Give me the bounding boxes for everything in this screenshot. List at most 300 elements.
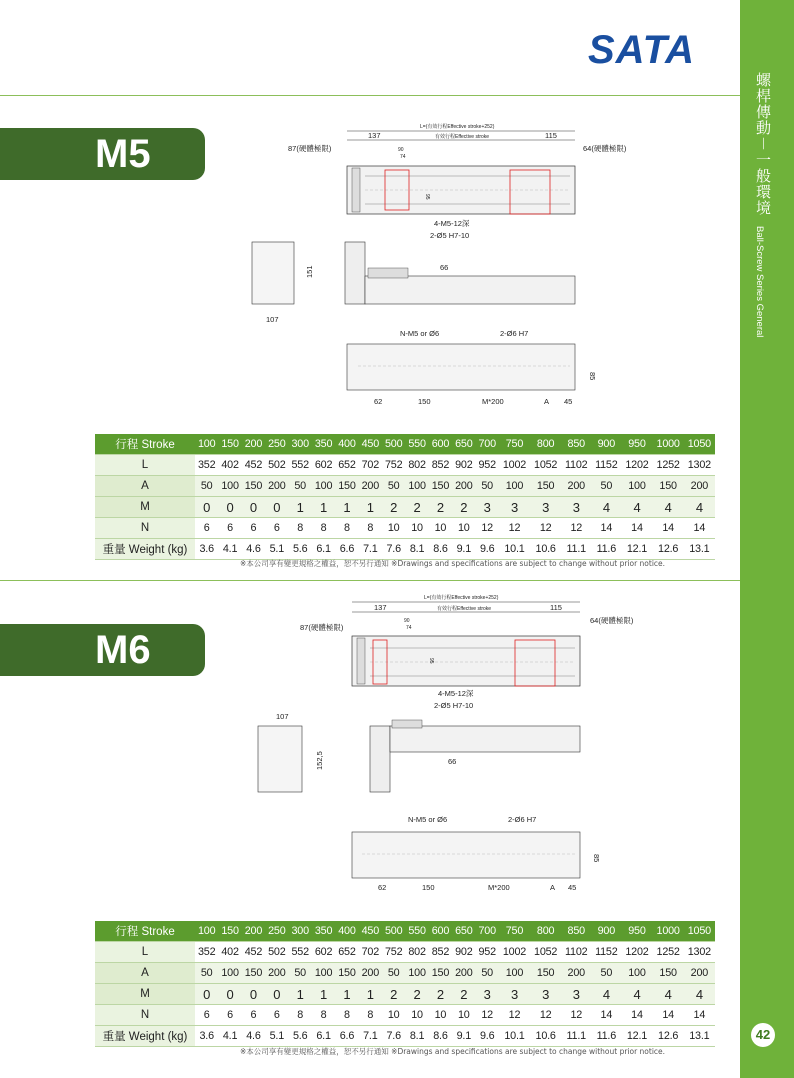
table-cell: 9.6 — [476, 1026, 499, 1047]
m6-n-holes: N-M5 or Ø6 — [408, 815, 448, 824]
table-cell: 802 — [405, 942, 428, 963]
m6-dim-152: 152,5 — [315, 751, 324, 770]
table-cell: 0 — [242, 984, 265, 1005]
table-cell: 3 — [561, 984, 591, 1005]
m5-limit-right: 64(硬體極限) — [583, 144, 627, 153]
table-cell: 5.1 — [265, 539, 288, 560]
row-label: N — [95, 1005, 195, 1026]
table-cell: 14 — [591, 518, 621, 539]
table-cell: 4 — [591, 984, 621, 1005]
table-cell: 200 — [684, 476, 715, 497]
table-cell: 6 — [242, 518, 265, 539]
table-cell: 700 — [476, 434, 499, 455]
table-cell: 1 — [359, 984, 382, 1005]
table-cell: 200 — [561, 476, 591, 497]
table-cell: 1 — [312, 497, 335, 518]
table-cell: 0 — [265, 984, 288, 1005]
row-label: L — [95, 942, 195, 963]
table-cell: 3 — [530, 984, 561, 1005]
table-cell: 3 — [561, 497, 591, 518]
table-cell: 602 — [312, 942, 335, 963]
table-cell: 552 — [289, 455, 312, 476]
sidebar-title-zh: 螺桿傳動－一般環境 — [754, 72, 772, 217]
table-row — [95, 497, 715, 518]
table-cell: 1252 — [653, 942, 684, 963]
m5-tap-note: 4-M5-12深 — [434, 219, 470, 228]
table-cell: 900 — [591, 434, 621, 455]
table-cell: 4 — [684, 497, 715, 518]
table-cell: 752 — [382, 942, 405, 963]
m5-limit-left: 87(硬體極限) — [288, 144, 332, 153]
m5-dim-151: 151 — [305, 265, 314, 278]
table-cell: 3 — [499, 497, 530, 518]
table-cell: 5.1 — [265, 1026, 288, 1047]
table-cell: 850 — [561, 921, 591, 942]
table-cell: 10.6 — [530, 1026, 561, 1047]
model-badge-m6: M6 — [0, 624, 205, 676]
table-cell: 12.6 — [653, 539, 684, 560]
table-cell: 100 — [218, 476, 241, 497]
table-cell: 150 — [429, 963, 452, 984]
table-cell: 0 — [242, 497, 265, 518]
table-cell: 502 — [265, 942, 288, 963]
table-cell: 1000 — [653, 921, 684, 942]
table-cell: 0 — [218, 497, 241, 518]
table-cell: 650 — [452, 921, 475, 942]
table-cell: 4 — [591, 497, 621, 518]
table-cell: 14 — [653, 518, 684, 539]
table-cell: 8.1 — [405, 1026, 428, 1047]
table-cell: 11.6 — [591, 1026, 621, 1047]
m6-dim-115: 115 — [550, 603, 562, 612]
table-cell: 0 — [195, 497, 218, 518]
table-cell: 8 — [359, 518, 382, 539]
table-cell: 0 — [218, 984, 241, 1005]
table-row — [95, 434, 715, 455]
table-row — [95, 1026, 715, 1047]
table-cell: 902 — [452, 942, 475, 963]
m5-n-holes: N-M5 or Ø6 — [400, 329, 440, 338]
table-cell: 12.6 — [653, 1026, 684, 1047]
table-row — [95, 476, 715, 497]
m6-tap-note: 4-M5-12深 — [438, 689, 474, 698]
table-cell: 3 — [530, 497, 561, 518]
table-cell: 552 — [289, 942, 312, 963]
table-cell: 400 — [335, 434, 358, 455]
table-cell: 13.1 — [684, 539, 715, 560]
table-cell: 200 — [359, 476, 382, 497]
row-label: 重量 Weight (kg) — [95, 1026, 195, 1047]
table-cell: 1000 — [653, 434, 684, 455]
table-row — [95, 539, 715, 560]
m5-dim-95: 95 — [424, 194, 430, 200]
table-row — [95, 942, 715, 963]
table-cell: 7.1 — [359, 1026, 382, 1047]
table-cell: 402 — [218, 942, 241, 963]
table-cell: 6 — [265, 1005, 288, 1026]
model-badge-m5: M5 — [0, 128, 205, 180]
table-cell: 1302 — [684, 942, 715, 963]
table-cell: 12 — [530, 518, 561, 539]
table-cell: 550 — [405, 434, 428, 455]
table-cell: 50 — [195, 963, 218, 984]
table-cell: 9.1 — [452, 1026, 475, 1047]
table-cell: 6.6 — [335, 1026, 358, 1047]
table-cell: 1050 — [684, 921, 715, 942]
table-cell: 1002 — [499, 942, 530, 963]
table-cell: 952 — [476, 942, 499, 963]
table-row — [95, 984, 715, 1005]
table-cell: 500 — [382, 434, 405, 455]
m6-limit-right: 64(硬體極限) — [590, 616, 634, 625]
table-cell: 1 — [335, 984, 358, 1005]
table-cell: 4.6 — [242, 1026, 265, 1047]
m5-dim-90: 90 — [398, 147, 404, 153]
table-cell: 1052 — [530, 455, 561, 476]
table-cell: 200 — [265, 476, 288, 497]
table-cell: 2 — [382, 497, 405, 518]
table-cell: 950 — [621, 434, 652, 455]
section-divider — [0, 580, 740, 581]
table-cell: 852 — [429, 942, 452, 963]
m5-dim-137: 137 — [368, 131, 381, 140]
table-cell: 1302 — [684, 455, 715, 476]
m5-effective-stroke: 有效行程Effective stroke — [435, 134, 490, 140]
m6-drawing — [240, 592, 634, 902]
table-cell: 100 — [312, 963, 335, 984]
table-cell: 100 — [621, 476, 652, 497]
table-cell: 14 — [621, 1005, 652, 1026]
table-cell: 9.1 — [452, 539, 475, 560]
table-cell: 850 — [561, 434, 591, 455]
m6-pin-holes: 2-Ø6 H7 — [508, 815, 537, 824]
table-cell: 750 — [499, 921, 530, 942]
table-cell: 150 — [653, 963, 684, 984]
table-cell: 952 — [476, 455, 499, 476]
table-cell: 150 — [530, 963, 561, 984]
table-cell: 1102 — [561, 455, 591, 476]
table-cell: 652 — [335, 455, 358, 476]
table-cell: 200 — [242, 921, 265, 942]
table-row — [95, 518, 715, 539]
table-cell: 402 — [218, 455, 241, 476]
row-label: N — [95, 518, 195, 539]
table-cell: 200 — [359, 963, 382, 984]
table-cell: 7.6 — [382, 539, 405, 560]
table-cell: 600 — [429, 434, 452, 455]
table-cell: 350 — [312, 921, 335, 942]
table-cell: 14 — [621, 518, 652, 539]
table-cell: 50 — [289, 476, 312, 497]
m5-dim-107: 107 — [266, 315, 279, 324]
table-cell: 6 — [195, 1005, 218, 1026]
table-cell: 200 — [452, 476, 475, 497]
page-number: 42 — [751, 1023, 775, 1047]
m6-dim-a: A — [550, 883, 556, 892]
table-cell: 50 — [289, 963, 312, 984]
m5-disclaimer: ※本公司享有變更規格之權益，恕不另行通知 ※Drawings and specifications are subject to change without prior notice. — [240, 559, 666, 568]
m6-effective-stroke: 有效行程Effective stroke — [437, 606, 492, 612]
m6-dim-85: 85 — [592, 854, 601, 863]
table-cell: 6 — [242, 1005, 265, 1026]
table-cell: 3 — [476, 497, 499, 518]
brand-logo: SATA — [588, 28, 695, 72]
table-cell: 1252 — [653, 455, 684, 476]
table-cell: 550 — [405, 921, 428, 942]
table-cell: 100 — [499, 963, 530, 984]
table-cell: 12 — [530, 1005, 561, 1026]
m5-dim-a: A — [544, 397, 550, 406]
table-cell: 5.6 — [289, 1026, 312, 1047]
table-cell: 800 — [530, 921, 561, 942]
table-cell: 150 — [218, 921, 241, 942]
table-cell: 10 — [452, 518, 475, 539]
table-cell: 10 — [405, 518, 428, 539]
table-cell: 450 — [359, 921, 382, 942]
table-cell: 13.1 — [684, 1026, 715, 1047]
table-cell: 4.1 — [218, 1026, 241, 1047]
table-cell: 10.1 — [499, 1026, 530, 1047]
table-cell: 852 — [429, 455, 452, 476]
table-cell: 150 — [218, 434, 241, 455]
table-cell: 4.1 — [218, 539, 241, 560]
table-cell: 50 — [591, 963, 621, 984]
table-cell: 4 — [653, 984, 684, 1005]
table-cell: 9.6 — [476, 539, 499, 560]
table-cell: 300 — [289, 434, 312, 455]
table-cell: 150 — [530, 476, 561, 497]
table-cell: 14 — [653, 1005, 684, 1026]
table-cell: 8.1 — [405, 539, 428, 560]
table-cell: 100 — [405, 963, 428, 984]
table-cell: 8 — [312, 518, 335, 539]
table-cell: 450 — [359, 434, 382, 455]
table-cell: 50 — [476, 963, 499, 984]
m5-dim-150: 150 — [418, 397, 431, 406]
table-cell: 200 — [242, 434, 265, 455]
table-cell: 10 — [429, 1005, 452, 1026]
m5-dim-66: 66 — [440, 263, 449, 272]
table-cell: 200 — [452, 963, 475, 984]
table-cell: 11.6 — [591, 539, 621, 560]
m5-dim-85: 85 — [588, 372, 597, 381]
m6-dim-m200: M*200 — [488, 883, 510, 892]
row-label: 行程 Stroke — [95, 921, 195, 942]
table-cell: 150 — [335, 476, 358, 497]
m6-dim-62: 62 — [378, 883, 387, 892]
table-cell: 1 — [289, 984, 312, 1005]
m5-dim-62: 62 — [374, 397, 383, 406]
sidebar-title-en: Ball-Screw Series General — [754, 226, 765, 338]
table-cell: 10.1 — [499, 539, 530, 560]
table-cell: 12 — [476, 1005, 499, 1026]
table-cell: 8 — [359, 1005, 382, 1026]
table-cell: 2 — [405, 497, 428, 518]
table-cell: 4 — [653, 497, 684, 518]
table-cell: 10 — [405, 1005, 428, 1026]
table-cell: 752 — [382, 455, 405, 476]
table-cell: 502 — [265, 455, 288, 476]
table-cell: 1052 — [530, 942, 561, 963]
table-cell: 200 — [265, 963, 288, 984]
m6-dim-45: 45 — [568, 883, 577, 892]
table-cell: 14 — [684, 518, 715, 539]
table-cell: 10.6 — [530, 539, 561, 560]
table-cell: 150 — [653, 476, 684, 497]
table-cell: 1 — [335, 497, 358, 518]
table-cell: 100 — [312, 476, 335, 497]
table-cell: 3 — [476, 984, 499, 1005]
table-cell: 100 — [195, 921, 218, 942]
table-cell: 150 — [429, 476, 452, 497]
table-cell: 12 — [561, 1005, 591, 1026]
m6-dim-107: 107 — [276, 712, 289, 721]
m6-drawing-svg — [240, 592, 634, 902]
table-cell: 400 — [335, 921, 358, 942]
table-cell: 300 — [289, 921, 312, 942]
m5-length-formula: L=(有效行程Effective stroke+252) — [420, 124, 495, 130]
table-cell: 1 — [289, 497, 312, 518]
table-cell: 1002 — [499, 455, 530, 476]
table-cell: 8 — [335, 1005, 358, 1026]
table-cell: 10 — [382, 518, 405, 539]
m6-dim-150: 150 — [422, 883, 435, 892]
table-cell: 10 — [382, 1005, 405, 1026]
m5-pin-note: 2-Ø5 H7-10 — [430, 231, 470, 240]
table-cell: 250 — [265, 921, 288, 942]
m5-spec-table — [95, 434, 715, 560]
table-cell: 6 — [218, 1005, 241, 1026]
table-cell: 4 — [621, 497, 652, 518]
table-cell: 50 — [591, 476, 621, 497]
row-label: M — [95, 497, 195, 518]
table-cell: 1152 — [591, 455, 621, 476]
table-cell: 4.6 — [242, 539, 265, 560]
m5-dim-115: 115 — [545, 131, 557, 140]
table-cell: 50 — [382, 963, 405, 984]
table-cell: 950 — [621, 921, 652, 942]
table-cell: 14 — [684, 1005, 715, 1026]
table-cell: 802 — [405, 455, 428, 476]
table-cell: 10 — [452, 1005, 475, 1026]
table-cell: 600 — [429, 921, 452, 942]
table-cell: 2 — [429, 497, 452, 518]
m6-pin-note: 2-Ø5 H7-10 — [434, 701, 474, 710]
table-cell: 750 — [499, 434, 530, 455]
m6-limit-left: 87(硬體極限) — [300, 623, 344, 632]
table-cell: 12.1 — [621, 539, 652, 560]
table-cell: 12 — [499, 518, 530, 539]
m5-drawing — [240, 118, 627, 418]
table-cell: 2 — [452, 984, 475, 1005]
table-cell: 652 — [335, 942, 358, 963]
table-cell: 100 — [499, 476, 530, 497]
m5-drawing-svg — [240, 118, 627, 418]
table-cell: 902 — [452, 455, 475, 476]
table-cell: 1202 — [621, 942, 652, 963]
table-cell: 50 — [476, 476, 499, 497]
table-row — [95, 963, 715, 984]
table-cell: 150 — [242, 963, 265, 984]
table-row — [95, 921, 715, 942]
table-cell: 900 — [591, 921, 621, 942]
table-cell: 452 — [242, 455, 265, 476]
table-cell: 6.1 — [312, 539, 335, 560]
table-cell: 12 — [561, 518, 591, 539]
m5-dim-74: 74 — [400, 154, 406, 160]
m5-dim-m200: M*200 — [482, 397, 504, 406]
table-cell: 200 — [684, 963, 715, 984]
table-cell: 800 — [530, 434, 561, 455]
table-cell: 12 — [476, 518, 499, 539]
table-cell: 8.6 — [429, 539, 452, 560]
table-cell: 4 — [621, 984, 652, 1005]
table-cell: 150 — [242, 476, 265, 497]
table-cell: 1102 — [561, 942, 591, 963]
table-cell: 702 — [359, 455, 382, 476]
table-cell: 11.1 — [561, 539, 591, 560]
table-cell: 4 — [684, 984, 715, 1005]
table-cell: 100 — [621, 963, 652, 984]
table-cell: 1050 — [684, 434, 715, 455]
m5-pin-holes: 2-Ø6 H7 — [500, 329, 529, 338]
table-cell: 50 — [382, 476, 405, 497]
table-cell: 8.6 — [429, 1026, 452, 1047]
table-cell: 700 — [476, 921, 499, 942]
table-cell: 500 — [382, 921, 405, 942]
m6-dim-66: 66 — [448, 757, 457, 766]
table-cell: 0 — [265, 497, 288, 518]
table-cell: 2 — [452, 497, 475, 518]
section-divider — [0, 95, 740, 96]
row-label: 重量 Weight (kg) — [95, 539, 195, 560]
table-cell: 10 — [429, 518, 452, 539]
table-cell: 12 — [499, 1005, 530, 1026]
table-cell: 6 — [195, 518, 218, 539]
table-cell: 350 — [312, 434, 335, 455]
table-cell: 100 — [218, 963, 241, 984]
m6-dim-95: 95 — [428, 658, 434, 664]
row-label: A — [95, 963, 195, 984]
table-cell: 8 — [289, 518, 312, 539]
table-cell: 8 — [312, 1005, 335, 1026]
row-label: M — [95, 984, 195, 1005]
table-cell: 602 — [312, 455, 335, 476]
table-row — [95, 1005, 715, 1026]
table-cell: 1152 — [591, 942, 621, 963]
m6-spec-table-body — [95, 921, 715, 1047]
table-cell: 6 — [265, 518, 288, 539]
table-cell: 5.6 — [289, 539, 312, 560]
m6-dim-137: 137 — [374, 603, 387, 612]
table-cell: 2 — [382, 984, 405, 1005]
m5-spec-table-body — [95, 434, 715, 560]
table-cell: 3.6 — [195, 539, 218, 560]
table-cell: 150 — [335, 963, 358, 984]
table-row — [95, 455, 715, 476]
table-cell: 50 — [195, 476, 218, 497]
m6-disclaimer: ※本公司享有變更規格之權益，恕不另行通知 ※Drawings and specifications are subject to change without prior notice. — [240, 1047, 666, 1056]
table-cell: 452 — [242, 942, 265, 963]
table-cell: 702 — [359, 942, 382, 963]
table-cell: 1 — [359, 497, 382, 518]
m6-length-formula: L=(有效行程Effective stroke+252) — [424, 595, 499, 601]
m6-spec-table — [95, 921, 715, 1047]
m5-dim-45: 45 — [564, 397, 573, 406]
table-cell: 1202 — [621, 455, 652, 476]
row-label: A — [95, 476, 195, 497]
table-cell: 0 — [195, 984, 218, 1005]
